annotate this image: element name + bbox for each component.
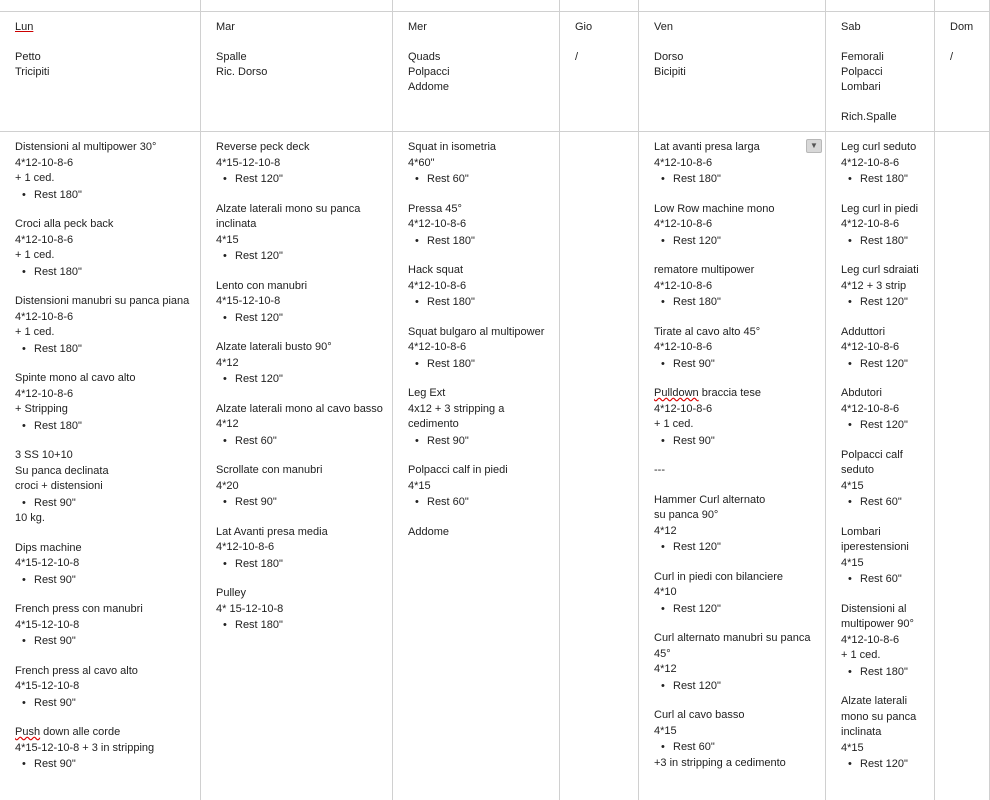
exercise-name: Lat Avanti presa media [216, 525, 328, 538]
exercise-item [654, 570, 823, 618]
exercise-detail: + 1 ced. [15, 172, 55, 184]
exercise-detail: 4*12-10-8-6 [15, 233, 74, 246]
exercise-detail: 4*60" [408, 156, 435, 169]
exercise-detail: 4*12-10-8-6 [216, 541, 275, 553]
exercise-detail: 4*10 [654, 586, 677, 598]
exercise-name: Reverse peck deck [216, 141, 310, 153]
exercise-item [216, 279, 390, 327]
exercise-name: Leg Ext [408, 387, 446, 399]
rest-bullet: • Rest 120" [654, 234, 823, 250]
day-header-cell[interactable] [15, 20, 196, 80]
rest-bullet: • Rest 90" [15, 573, 198, 589]
day-column-lun [0, 0, 201, 800]
exercise-item [15, 664, 198, 712]
chevron-down-icon: ▼ [810, 141, 818, 150]
exercise-name: Pulley [216, 587, 246, 599]
exercise-detail: iperestensioni [841, 541, 909, 553]
exercise-name: Distensioni al [841, 602, 907, 615]
exercise-item [15, 541, 198, 589]
exercise-detail: + 1 ced. [654, 418, 694, 430]
rest-bullet: • Rest 120" [216, 311, 390, 327]
exercise-item [15, 371, 198, 434]
exercise-item [841, 525, 932, 588]
exercise-detail: 4*12 [654, 663, 677, 675]
exercise-item [654, 463, 823, 479]
rest-bullet: • Rest 120" [841, 418, 932, 434]
exercise-detail: Su panca declinata [15, 464, 109, 477]
exercise-name: Polpacci calf seduto [841, 448, 903, 476]
exercise-name: Curl alternato manubri su panca [654, 632, 811, 644]
muscle-group-label: Ric. Dorso [216, 66, 268, 78]
muscle-group-label: / [950, 51, 954, 63]
exercise-item [654, 631, 823, 694]
exercise-name: Squat in isometria [408, 141, 497, 153]
exercise-detail: 4*12-10-8-6 [841, 341, 900, 353]
day-label: Ven [654, 21, 673, 33]
exercise-detail: 4*12-10-8-6 [654, 156, 713, 169]
exercise-detail: 4*15 [654, 724, 677, 737]
exercise-detail: 4*15-12-10-8 [15, 557, 80, 569]
exercise-detail: 45° [654, 647, 671, 660]
rest-bullet: • Rest 120" [841, 357, 932, 373]
rest-bullet: • Rest 180" [15, 342, 198, 358]
exercise-item [654, 325, 823, 373]
rest-bullet: • Rest 90" [408, 434, 557, 450]
exercise-item [216, 402, 390, 450]
rest-bullet: • Rest 60" [408, 495, 557, 511]
day-column-dom [935, 0, 990, 800]
exercise-detail: + Stripping [15, 403, 68, 415]
exercise-detail: 4*12 + 3 strip [841, 279, 907, 292]
cell-dropdown-button[interactable] [806, 139, 822, 153]
rest-bullet: • Rest 180" [216, 618, 390, 634]
exercise-name: Hack squat [408, 264, 464, 276]
day-column-gio [560, 0, 639, 800]
exercise-detail: 4*12-10-8-6 [841, 402, 900, 415]
exercise-name: Alzate laterali mono su panca [216, 202, 361, 215]
exercise-detail: 4*12-10-8-6 [654, 218, 713, 230]
day-column-mer [393, 0, 560, 800]
exercise-cell[interactable] [408, 140, 557, 554]
rest-bullet: • Rest 180" [408, 357, 557, 373]
exercise-item [216, 586, 390, 634]
rest-bullet: • Rest 90" [15, 634, 198, 650]
muscle-group-label: Bicipiti [654, 66, 686, 78]
exercise-cell[interactable] [216, 140, 390, 648]
muscle-group-label: Tricipiti [15, 66, 50, 78]
exercise-item [408, 202, 557, 250]
exercise-item [841, 448, 932, 511]
rest-bullet: • Rest 120" [841, 295, 932, 311]
muscle-group-label: Femorali [841, 51, 884, 63]
exercise-detail: 4*12-10-8-6 [654, 402, 713, 415]
rest-bullet: • Rest 120" [216, 372, 390, 388]
exercise-item [408, 140, 557, 188]
exercise-item [216, 525, 390, 573]
exercise-detail: 4*12-10-8-6 [15, 310, 74, 323]
rest-bullet: • Rest 90" [216, 495, 390, 511]
exercise-item [654, 386, 823, 449]
day-label: Gio [575, 21, 593, 33]
exercise-detail: 4*12-10-8-6 [15, 387, 74, 400]
rest-bullet: • Rest 90" [654, 357, 823, 373]
exercise-cell[interactable] [841, 140, 932, 787]
rest-bullet: • Rest 120" [654, 679, 823, 695]
exercise-item [408, 263, 557, 311]
exercise-detail: 4*12-10-8-6 [654, 341, 713, 353]
exercise-detail: 4*12-10-8-6 [408, 218, 467, 230]
exercise-cell[interactable] [15, 140, 198, 787]
rest-bullet: • Rest 60" [841, 495, 932, 511]
exercise-name: Polpacci calf in piedi [408, 464, 508, 476]
muscle-group-label: Polpacci [408, 66, 450, 78]
rest-bullet: • Rest 60" [841, 572, 932, 588]
rest-bullet: • Rest 180" [408, 234, 557, 250]
exercise-note: +3 in stripping a cedimento [654, 756, 786, 769]
exercise-item [216, 463, 390, 511]
exercise-detail: + 1 ced. [15, 326, 55, 338]
rest-bullet: • Rest 90" [15, 757, 198, 773]
muscle-group-label: Spalle [216, 51, 247, 63]
exercise-name: French press con manubri [15, 603, 143, 615]
exercise-item [841, 325, 932, 373]
exercise-name: Adduttori [841, 325, 886, 338]
exercise-name: Lat avanti presa larga [654, 141, 760, 153]
exercise-name: Spinte mono al cavo alto [15, 372, 136, 384]
exercise-item [841, 694, 932, 773]
rest-bullet: • Rest 120" [216, 249, 390, 265]
exercise-detail: 4*12-10-8-6 [408, 279, 467, 292]
rest-bullet: • Rest 180" [408, 295, 557, 311]
exercise-name: Low Row machine mono [654, 202, 775, 215]
exercise-name: Leg curl sdraiati [841, 264, 919, 276]
rest-bullet: • Rest 180" [841, 234, 932, 250]
muscle-group-label: Lombari [841, 81, 881, 93]
exercise-name: rematore multipower [654, 264, 755, 276]
exercise-item [216, 340, 390, 388]
exercise-name: Dips machine [15, 541, 82, 554]
rest-bullet: • Rest 90" [654, 434, 823, 450]
exercise-detail: inclinata [216, 218, 257, 230]
rest-bullet: • Rest 60" [408, 172, 557, 188]
rest-bullet: • Rest 60" [216, 434, 390, 450]
day-header-cell[interactable] [654, 20, 821, 80]
exercise-detail: 4*12 [654, 524, 677, 537]
exercise-item [15, 448, 198, 527]
rest-bullet: • Rest 180" [841, 172, 932, 188]
day-header-cell[interactable] [841, 20, 930, 125]
exercise-item [654, 202, 823, 250]
exercise-item [15, 140, 198, 203]
exercise-detail: su panca 90° [654, 509, 719, 521]
day-header-cell[interactable] [950, 20, 985, 65]
exercise-item [216, 202, 390, 265]
exercise-note: 10 kg. [15, 512, 45, 524]
exercise-detail: multipower 90° [841, 618, 914, 630]
exercise-item [841, 263, 932, 311]
exercise-detail: 4*15-12-10-8 [15, 680, 80, 692]
rest-bullet: • Rest 120" [654, 540, 823, 556]
exercise-item [654, 708, 823, 771]
exercise-name: Leg curl seduto [841, 141, 917, 153]
muscle-group-label: Polpacci [841, 66, 883, 78]
exercise-detail: 4*15 [841, 556, 864, 569]
exercise-item [15, 602, 198, 650]
exercise-name: Alzate laterali busto 90° [216, 341, 332, 353]
rest-bullet: • Rest 180" [15, 188, 198, 204]
exercise-detail: 4*15 [841, 479, 864, 492]
rest-bullet: • Rest 180" [216, 557, 390, 573]
day-label: Dom [950, 21, 974, 33]
exercise-detail: 4*12 [216, 418, 239, 430]
rest-bullet: • Rest 60" [654, 740, 823, 756]
exercise-item [654, 493, 823, 556]
exercise-detail: 4*15-12-10-8 + 3 in stripping [15, 741, 155, 754]
exercise-name: Hammer Curl alternato [654, 493, 766, 506]
day-label: Mer [408, 21, 427, 33]
rest-bullet: • Rest 180" [654, 295, 823, 311]
exercise-detail: 4*15-12-10-8 [15, 618, 80, 631]
exercise-detail: croci + distensioni [15, 480, 103, 492]
exercise-name: Distensioni manubri su panca piana [15, 295, 190, 307]
exercise-item [216, 140, 390, 188]
exercise-cell[interactable] [654, 140, 823, 785]
exercise-detail: + 1 ced. [15, 249, 55, 261]
exercise-name: Alzate laterali [841, 695, 908, 707]
exercise-item [841, 386, 932, 434]
exercise-item [841, 602, 932, 681]
day-column-ven [639, 0, 826, 800]
exercise-detail: 4*15-12-10-8 [216, 295, 281, 307]
exercise-detail: 4*12-10-8-6 [408, 341, 467, 353]
exercise-name: Curl in piedi con bilanciere [654, 570, 784, 583]
exercise-name: --- [654, 464, 665, 476]
muscle-group-label: Petto [15, 51, 41, 63]
exercise-name: Distensioni al multipower 30° [15, 141, 157, 153]
exercise-detail: 4*12-10-8-6 [841, 633, 900, 646]
exercise-item [841, 202, 932, 250]
exercise-detail: 4*12-10-8-6 [841, 156, 900, 169]
rest-bullet: • Rest 180" [841, 665, 932, 681]
exercise-detail: 4* 15-12-10-8 [216, 602, 284, 615]
day-label: Sab [841, 21, 861, 33]
exercise-name: Alzate laterali mono al cavo basso [216, 402, 383, 415]
exercise-detail: 4*12-10-8-6 [841, 218, 900, 230]
rest-bullet: • Rest 120" [654, 602, 823, 618]
exercise-item [408, 525, 557, 541]
day-label: Lun [15, 21, 34, 33]
exercise-name: Abdutori [841, 387, 882, 399]
exercise-item [654, 140, 823, 188]
exercise-detail: 4*15 [408, 479, 431, 492]
exercise-name: Squat bulgaro al multipower [408, 325, 545, 338]
day-header-cell[interactable] [408, 20, 555, 95]
muscle-group-label: / [575, 51, 579, 63]
exercise-item [654, 263, 823, 311]
exercise-name: Lombari [841, 525, 881, 538]
exercise-detail: 4*12 [216, 356, 239, 369]
exercise-name: Push down alle corde [15, 726, 121, 738]
exercise-item [15, 217, 198, 280]
exercise-detail: mono su panca [841, 710, 917, 723]
muscle-group-label: Quads [408, 51, 441, 63]
day-label: Mar [216, 21, 235, 33]
rest-bullet: • Rest 120" [216, 172, 390, 188]
muscle-group-label: Rich.Spalle [841, 111, 897, 123]
rest-bullet: • Rest 180" [15, 419, 198, 435]
exercise-item [408, 386, 557, 449]
day-header-cell[interactable] [575, 20, 634, 65]
muscle-group-label: Addome [408, 81, 449, 93]
exercise-detail: 4*12-10-8-6 [654, 279, 713, 292]
exercise-detail: 4*15 [216, 233, 239, 246]
exercise-name: Pulldown braccia tese [654, 387, 762, 399]
exercise-detail: 4*12-10-8-6 [15, 156, 74, 169]
exercise-detail: 4*20 [216, 479, 239, 492]
rest-bullet: • Rest 90" [15, 496, 198, 512]
day-column-mar [201, 0, 393, 800]
exercise-name: Leg curl in piedi [841, 202, 919, 215]
day-column-sab [826, 0, 935, 800]
exercise-name: Tirate al cavo alto 45° [654, 325, 761, 338]
exercise-name: French press al cavo alto [15, 664, 138, 677]
exercise-name: Pressa 45° [408, 202, 462, 215]
exercise-item [841, 140, 932, 188]
exercise-detail: 4*15-12-10-8 [216, 156, 281, 169]
exercise-item [408, 463, 557, 511]
exercise-name: Croci alla peck back [15, 218, 114, 230]
rest-bullet: • Rest 90" [15, 696, 198, 712]
exercise-name: 3 SS 10+10 [15, 449, 73, 461]
exercise-item [15, 294, 198, 357]
rest-bullet: • Rest 120" [841, 757, 932, 773]
day-header-cell[interactable] [216, 20, 388, 80]
rest-bullet: • Rest 180" [654, 172, 823, 188]
exercise-detail: 4x12 + 3 stripping a cedimento [408, 402, 505, 430]
exercise-name: Scrollate con manubri [216, 464, 323, 476]
exercise-detail: + 1 ced. [841, 649, 881, 661]
exercise-name: Addome [408, 525, 449, 538]
exercise-name: Curl al cavo basso [654, 709, 745, 721]
exercise-detail: 4*15 [841, 741, 864, 754]
muscle-group-label: Dorso [654, 51, 684, 63]
exercise-item [408, 325, 557, 373]
exercise-name: Lento con manubri [216, 279, 308, 292]
rest-bullet: • Rest 180" [15, 265, 198, 281]
exercise-detail: inclinata [841, 726, 882, 738]
exercise-item [15, 725, 198, 773]
